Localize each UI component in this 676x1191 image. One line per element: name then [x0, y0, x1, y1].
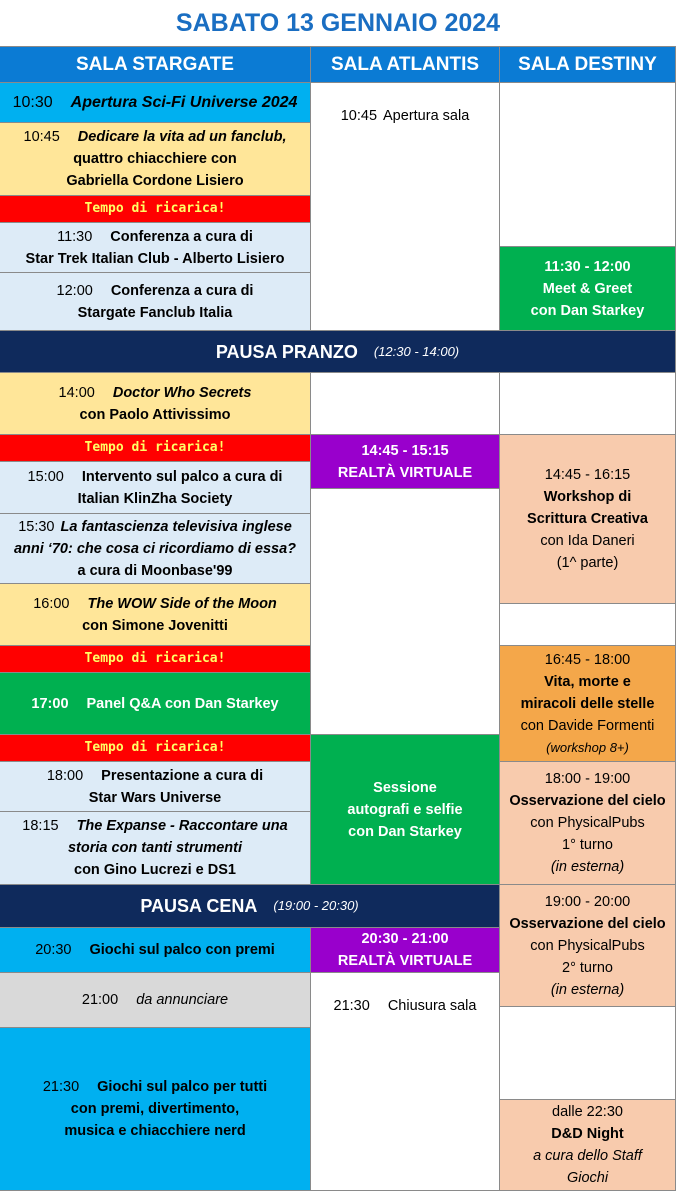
pausa-pranzo: PAUSA PRANZO (12:30 - 14:00): [0, 331, 676, 373]
event-star-wars: 18:00 Presentazione a cura di Star Wars Universe: [0, 762, 311, 812]
event-vita-stelle: 16:45 - 18:00 Vita, morte e miracoli delle stelle con Davide Formenti (workshop 8+): [500, 646, 676, 762]
event-workshop-scrittura: 14:45 - 16:15 Workshop di Scrittura Creativa con Ida Daneri (1^ parte): [500, 435, 676, 604]
event-autografi: Sessione autografi e selfie con Dan Starkey: [311, 735, 500, 885]
ricarica-banner: Tempo di ricarica!: [0, 196, 311, 223]
event-panel-qa: 17:00 Panel Q&A con Dan Starkey: [0, 673, 311, 735]
event-da-annunciare: 21:00 da annunciare: [0, 973, 311, 1028]
empty-slot: [500, 1007, 676, 1100]
ricarica-banner: Tempo di ricarica!: [0, 646, 311, 673]
empty-slot: [500, 83, 676, 247]
event-realta-virtuale-sera: 20:30 - 21:00 REALTÀ VIRTUALE: [311, 928, 500, 973]
event-dnd-night: dalle 22:30 D&D Night a cura dello Staff Giochi: [500, 1100, 676, 1191]
event-doctor-who: 14:00 Doctor Who Secrets con Paolo Attivissimo: [0, 373, 311, 435]
empty-slot: [500, 373, 676, 435]
header-sala-destiny: SALA DESTINY: [500, 47, 676, 83]
event-apertura: 10:30 Apertura Sci-Fi Universe 2024: [0, 83, 311, 123]
empty-slot: [500, 604, 676, 646]
event-osservazione-1: 18:00 - 19:00 Osservazione del cielo con PhysicalPubs 1° turno (in esterna): [500, 762, 676, 885]
ricarica-banner: Tempo di ricarica!: [0, 735, 311, 762]
event-expanse: 18:15 The Expanse - Raccontare una storia con tanti strumenti con Gino Lucrezi e DS1: [0, 812, 311, 885]
event-wow-moon: 16:00 The WOW Side of the Moon con Simone Jovenitti: [0, 584, 311, 646]
event-klinzha: 15:00 Intervento sul palco a cura di Italian KlinZha Society: [0, 462, 311, 514]
event-apertura-sala: 10:45 Apertura sala: [311, 83, 500, 331]
header-sala-stargate: SALA STARGATE: [0, 47, 311, 83]
event-star-trek: 11:30 Conferenza a cura di Star Trek Italian Club - Alberto Lisiero: [0, 223, 311, 273]
event-osservazione-2: 19:00 - 20:00 Osservazione del cielo con PhysicalPubs 2° turno (in esterna): [500, 885, 676, 1007]
event-stargate-fanclub: 12:00 Conferenza a cura di Stargate Fanclub Italia: [0, 273, 311, 331]
ricarica-banner: Tempo di ricarica!: [0, 435, 311, 462]
event-meet-greet: 11:30 - 12:00 Meet & Greet con Dan Starkey: [500, 247, 676, 331]
empty-slot: [311, 489, 500, 735]
event-moonbase: 15:30 La fantascienza televisiva inglese anni ‘70: che cosa ci ricordiamo di essa? a cura di Moonbase'99: [0, 514, 311, 584]
event-fanclub: 10:45 Dedicare la vita ad un fanclub, quattro chiacchiere con Gabriella Cordone Lisiero: [0, 123, 311, 196]
page-title: SABATO 13 GENNAIO 2024: [0, 0, 676, 47]
empty-slot: [311, 373, 500, 435]
event-giochi-premi: 20:30 Giochi sul palco con premi: [0, 928, 311, 973]
header-sala-atlantis: SALA ATLANTIS: [311, 47, 500, 83]
event-giochi-tutti: 21:30 Giochi sul palco per tutti con premi, divertimento, musica e chiacchiere nerd: [0, 1028, 311, 1191]
event-realta-virtuale: 14:45 - 15:15 REALTÀ VIRTUALE: [311, 435, 500, 489]
pausa-cena: PAUSA CENA (19:00 - 20:30): [0, 885, 500, 928]
event-chiusura-sala: 21:30 Chiusura sala: [311, 973, 500, 1191]
